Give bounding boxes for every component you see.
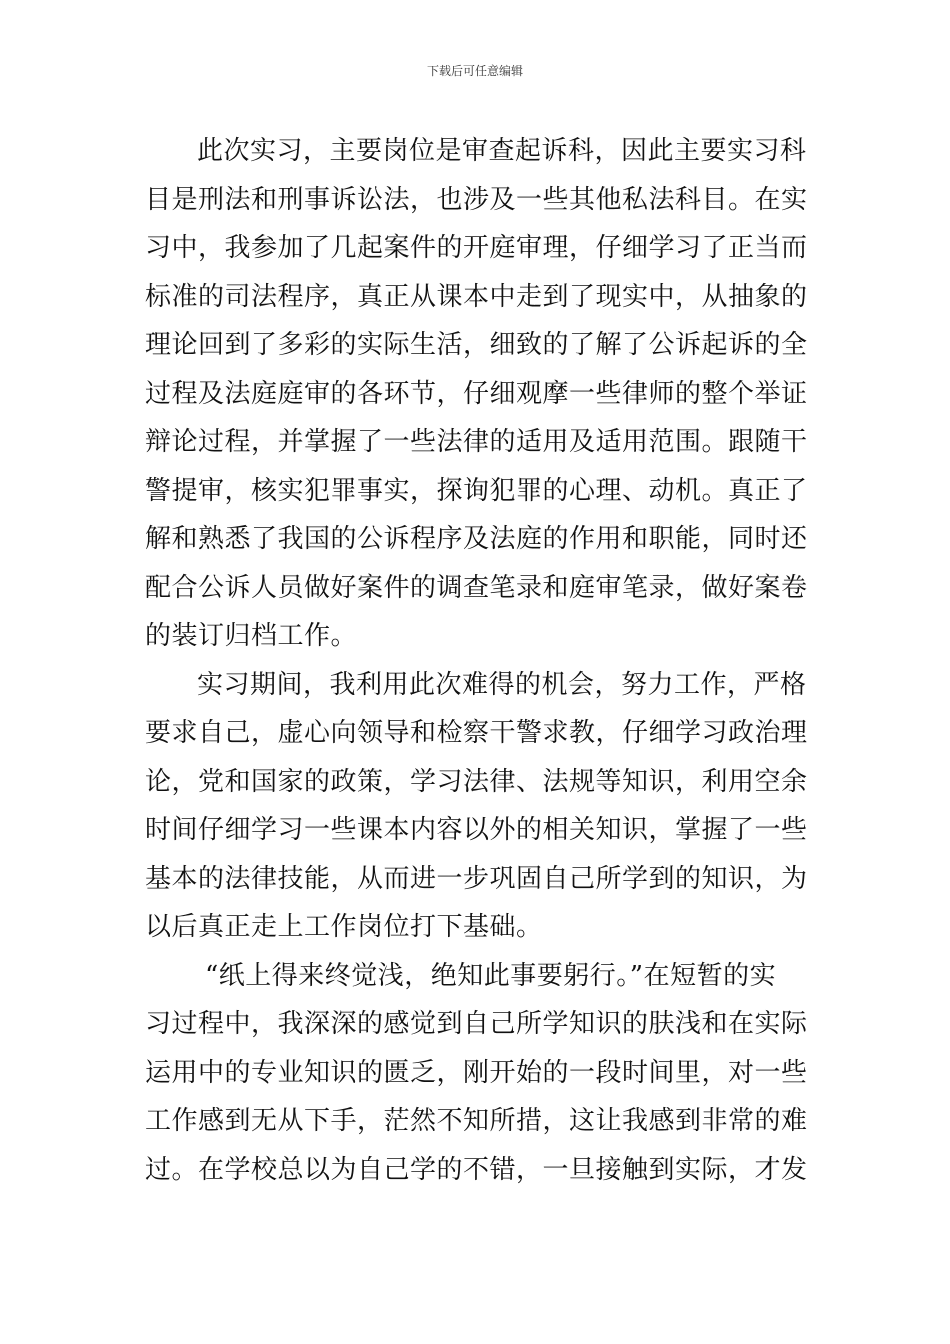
paragraph-line: 理论回到了多彩的实际生活，细致的了解了公诉起诉的全 [145,330,808,360]
paragraph-line: 过程及法庭庭审的各环节，仔细观摩一些律师的整个举证 [145,378,808,409]
paragraph-line: 基本的法律技能，从而进一步巩固自己所学到的知识，为 [145,863,808,894]
paragraph-line: 习中，我参加了几起案件的开庭审理，仔细学习了正当而 [145,233,808,263]
header-note: 下载后可任意编辑 [426,64,523,78]
paragraph-2 [145,661,815,952]
paragraph-line: 过。在学校总以为自己学的不错，一旦接触到实际，才发 [145,1154,808,1185]
paragraph-line: 论，党和国家的政策，学习法律、法规等知识，利用空余 [145,766,808,797]
paragraph-line: 工作感到无从下手，茫然不知所措，这让我感到非常的难 [145,1106,808,1136]
paragraph-line: 实习期间，我利用此次难得的机会，努力工作，严格 [197,669,807,700]
paragraph-line: 以后真正走上工作岗位打下基础。 [145,912,543,942]
paragraph-line: 辩论过程，并掌握了一些法律的适用及适用范围。跟随干 [145,427,808,457]
paragraph-line: 习过程中，我深深的感觉到自己所学知识的肤浅和在实际 [145,1009,808,1039]
paragraph-line: 解和熟悉了我国的公诉程序及法庭的作用和职能，同时还 [145,524,808,554]
paragraph-3 [145,952,815,1195]
document-body [145,127,815,1194]
paragraph-line: “纸上得来终觉浅，绝知此事要躬行。”在短暂的实 [205,960,777,991]
paragraph-1 [145,127,815,661]
paragraph-line: 配合公诉人员做好案件的调查笔录和庭审笔录，做好案卷 [145,572,808,603]
paragraph-line: 目是刑法和刑事诉讼法，也涉及一些其他私法科目。在实 [145,184,808,215]
paragraph-line: 时间仔细学习一些课本内容以外的相关知识，掌握了一些 [145,815,808,845]
paragraph-line: 标准的司法程序，真正从课本中走到了现实中，从抽象的 [145,281,808,312]
paragraph-line: 的装订归档工作。 [145,621,358,651]
paragraph-line: 此次实习，主要岗位是审查起诉科，因此主要实习科 [197,136,807,166]
paragraph-line: 警提审，核实犯罪事实，探询犯罪的心理、动机。真正了 [145,475,808,506]
paragraph-line: 运用中的专业知识的匮乏，刚开始的一段时间里，对一些 [145,1057,808,1088]
paragraph-line: 要求自己，虚心向领导和检察干警求教，仔细学习政治理 [145,718,808,748]
